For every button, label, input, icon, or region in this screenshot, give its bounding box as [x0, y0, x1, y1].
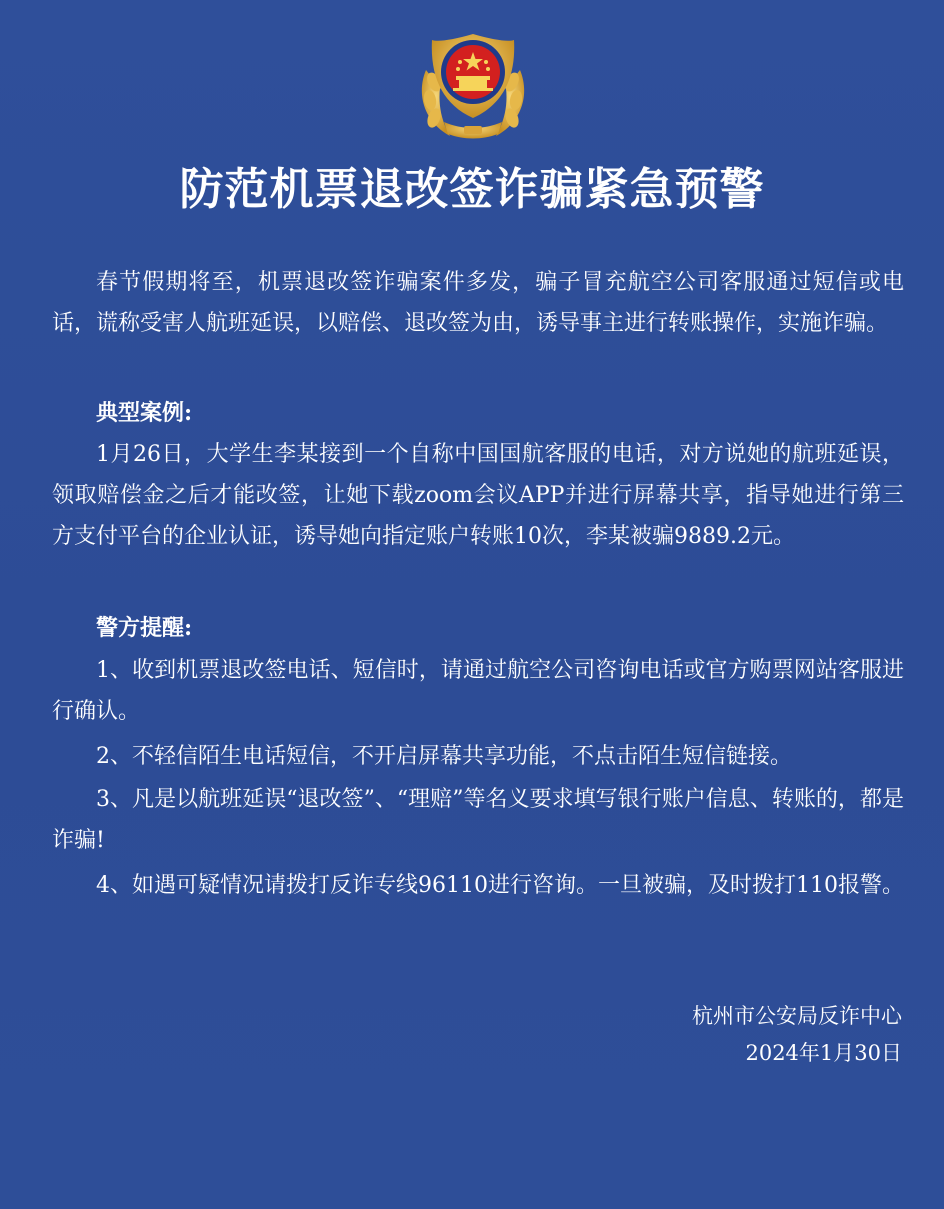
- signature-date: 2024年1月30日: [745, 1041, 902, 1065]
- page-title: 防范机票退改签诈骗紧急预警: [179, 164, 765, 215]
- case-heading: 典型案例:: [96, 400, 193, 426]
- signature-org: 杭州市公安局反诈中心: [692, 1004, 902, 1028]
- tip-item: 1、收到机票退改签电话、短信时，请通过航空公司咨询电话或官方购票网站客服进行确认。: [52, 658, 904, 724]
- intro-paragraph: 春节假期将至，机票退改签诈骗案件多发，骗子冒充航空公司客服通过短信或电话，谎称受害人航班延误，以赔偿、退改签为由，诱导事主进行转账操作，实施诈骗。: [52, 270, 904, 336]
- case-paragraph: 1月26日，大学生李某接到一个自称中国国航客服的电话，对方说她的航班延误，领取赔偿金之后才能改签，让她下载zoom会议APP并进行屏幕共享，指导她进行第三方支付平台的企业认证，诱导她向指定账户转账10次，李某被骗9889.2元。: [52, 442, 904, 549]
- tip-item: 3、凡是以航班延误“退改签”、“理赔”等名义要求填写银行账户信息、转账的，都是诈骗!: [52, 787, 904, 853]
- tip-item: 4、如遇可疑情况请拨打反诈专线96110进行咨询。一旦被骗，及时拨打110报警。: [96, 873, 904, 898]
- tips-heading: 警方提醒:: [96, 615, 193, 641]
- tip-item: 2、不轻信陌生电话短信，不开启屏幕共享功能，不点击陌生短信链接。: [96, 744, 792, 769]
- signature-block: [692, 998, 902, 1072]
- police-emblem-icon: [412, 30, 534, 148]
